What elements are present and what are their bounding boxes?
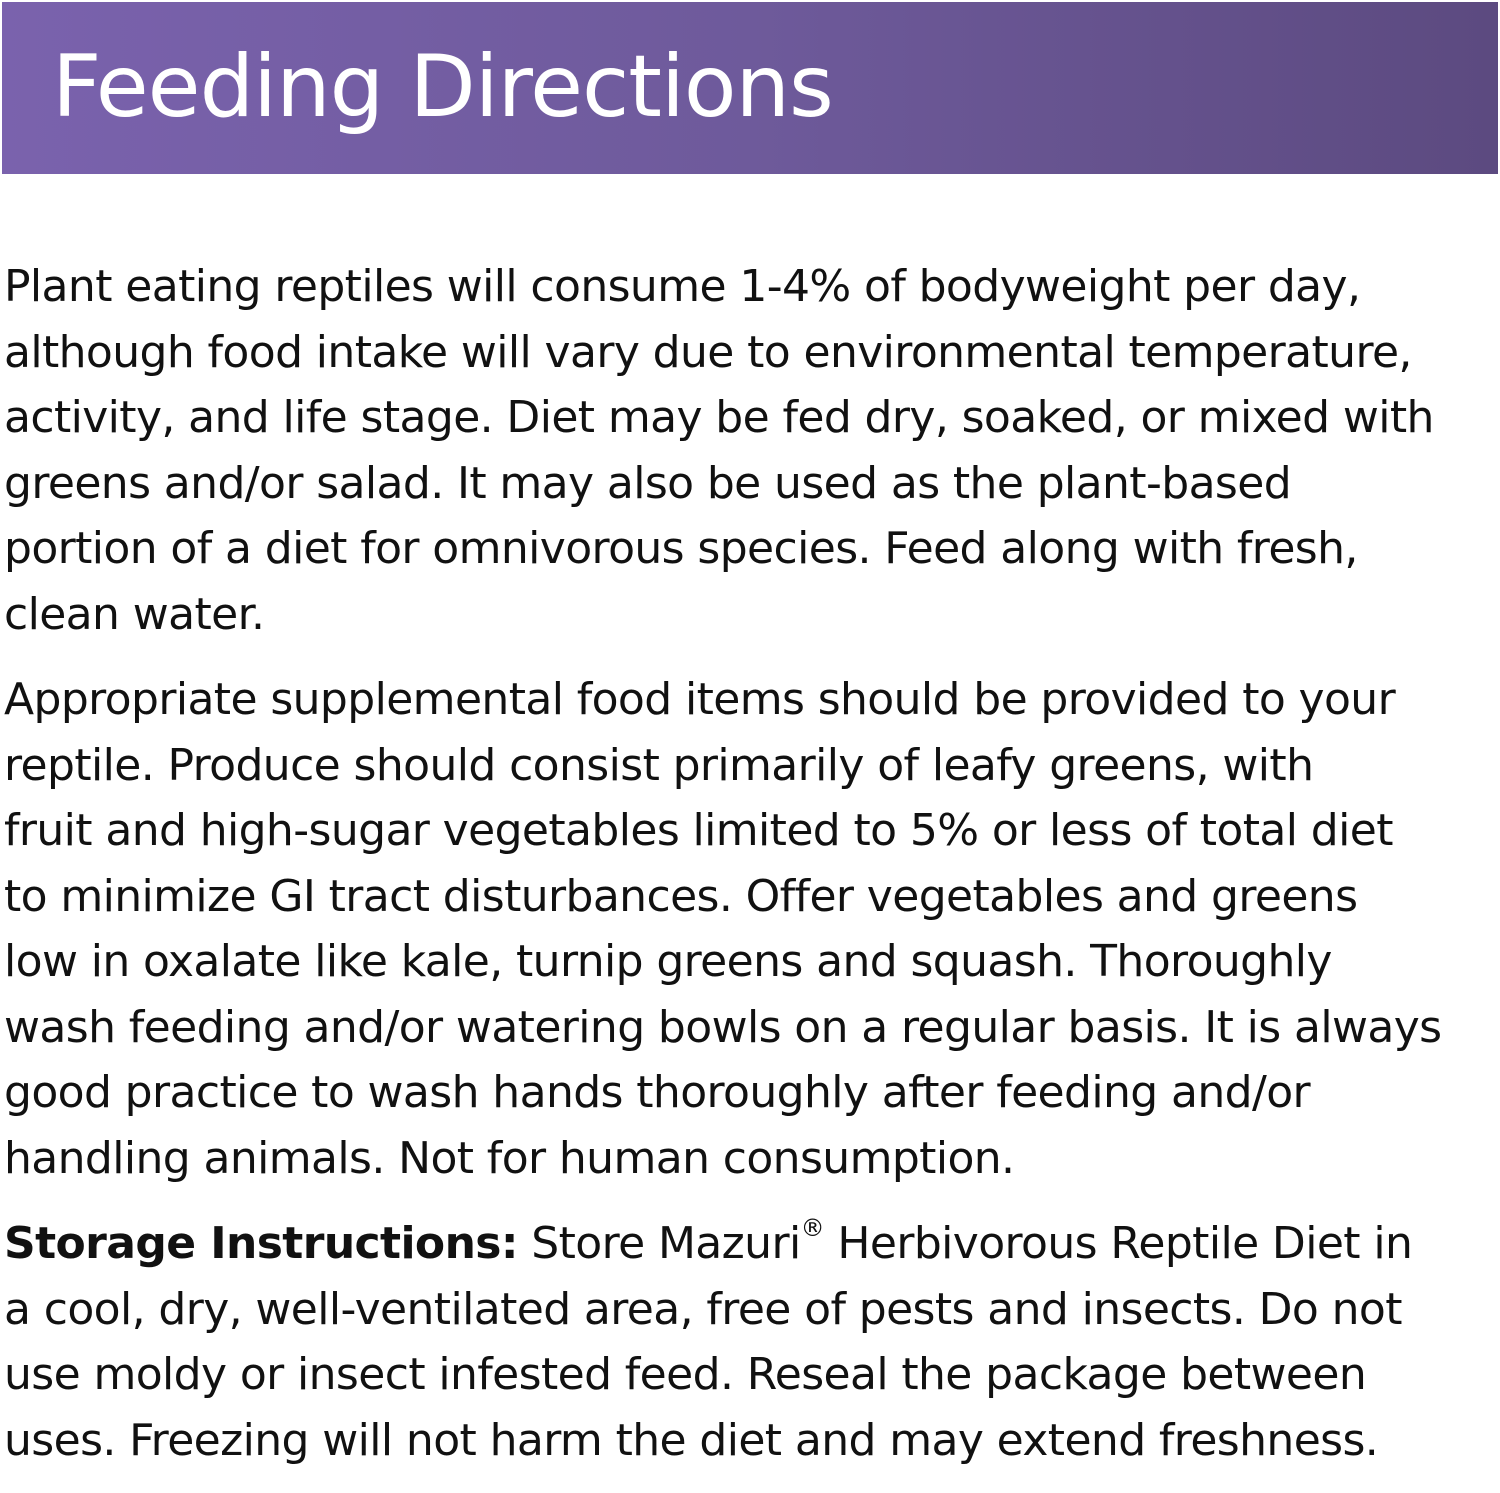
registered-mark: ® xyxy=(800,1214,824,1242)
storage-instructions-paragraph xyxy=(4,1211,1500,1473)
text-line: handling animals. Not for human consumption. xyxy=(4,1132,1015,1184)
text-line: portion of a diet for omnivorous species. Feed along with fresh, xyxy=(4,523,1358,574)
text-line: good practice to wash hands thoroughly after feeding and/or xyxy=(4,1067,1310,1118)
feeding-paragraph xyxy=(4,254,1500,647)
text-line: use moldy or insect infested feed. Reseal the package between xyxy=(4,1349,1367,1400)
feeding-directions-body xyxy=(4,254,1500,1493)
page-title: Feeding Directions xyxy=(52,37,833,137)
text-line: uses. Freezing will not harm the diet and may extend freshness. xyxy=(4,1414,1379,1466)
text-line: low in oxalate like kale, turnip greens and squash. Thoroughly xyxy=(4,936,1332,987)
supplemental-food-paragraph xyxy=(4,667,1500,1191)
text-line: clean water. xyxy=(4,588,265,640)
text-line: a cool, dry, well-ventilated area, free of pests and insects. Do not xyxy=(4,1283,1402,1335)
text-line: activity, and life stage. Diet may be fed dry, soaked, or mixed with xyxy=(4,392,1434,443)
text-line: greens and/or salad. It may also be used as the plant-based xyxy=(4,457,1292,509)
text-line: wash feeding and/or watering bowls on a regular basis. It is always xyxy=(4,1001,1442,1053)
text-line: Plant eating reptiles will consume 1-4% of bodyweight per day, xyxy=(4,261,1361,312)
storage-label: Storage Instructions: xyxy=(4,1218,518,1269)
storage-text: Herbivorous Reptile Diet in xyxy=(823,1218,1413,1269)
text-line: fruit and high-sugar vegetables limited to 5% or less of total diet xyxy=(4,805,1393,856)
text-line: Appropriate supplemental food items should be provided to your xyxy=(4,674,1396,725)
storage-text: Store Mazuri xyxy=(517,1218,801,1269)
text-line: reptile. Produce should consist primarily of leafy greens, with xyxy=(4,739,1314,791)
text-line xyxy=(4,1211,1500,1277)
text-line: to minimize GI tract disturbances. Offer vegetables and greens xyxy=(4,870,1358,922)
text-line: although food intake will vary due to environmental temperature, xyxy=(4,326,1412,378)
header-band xyxy=(2,2,1498,174)
